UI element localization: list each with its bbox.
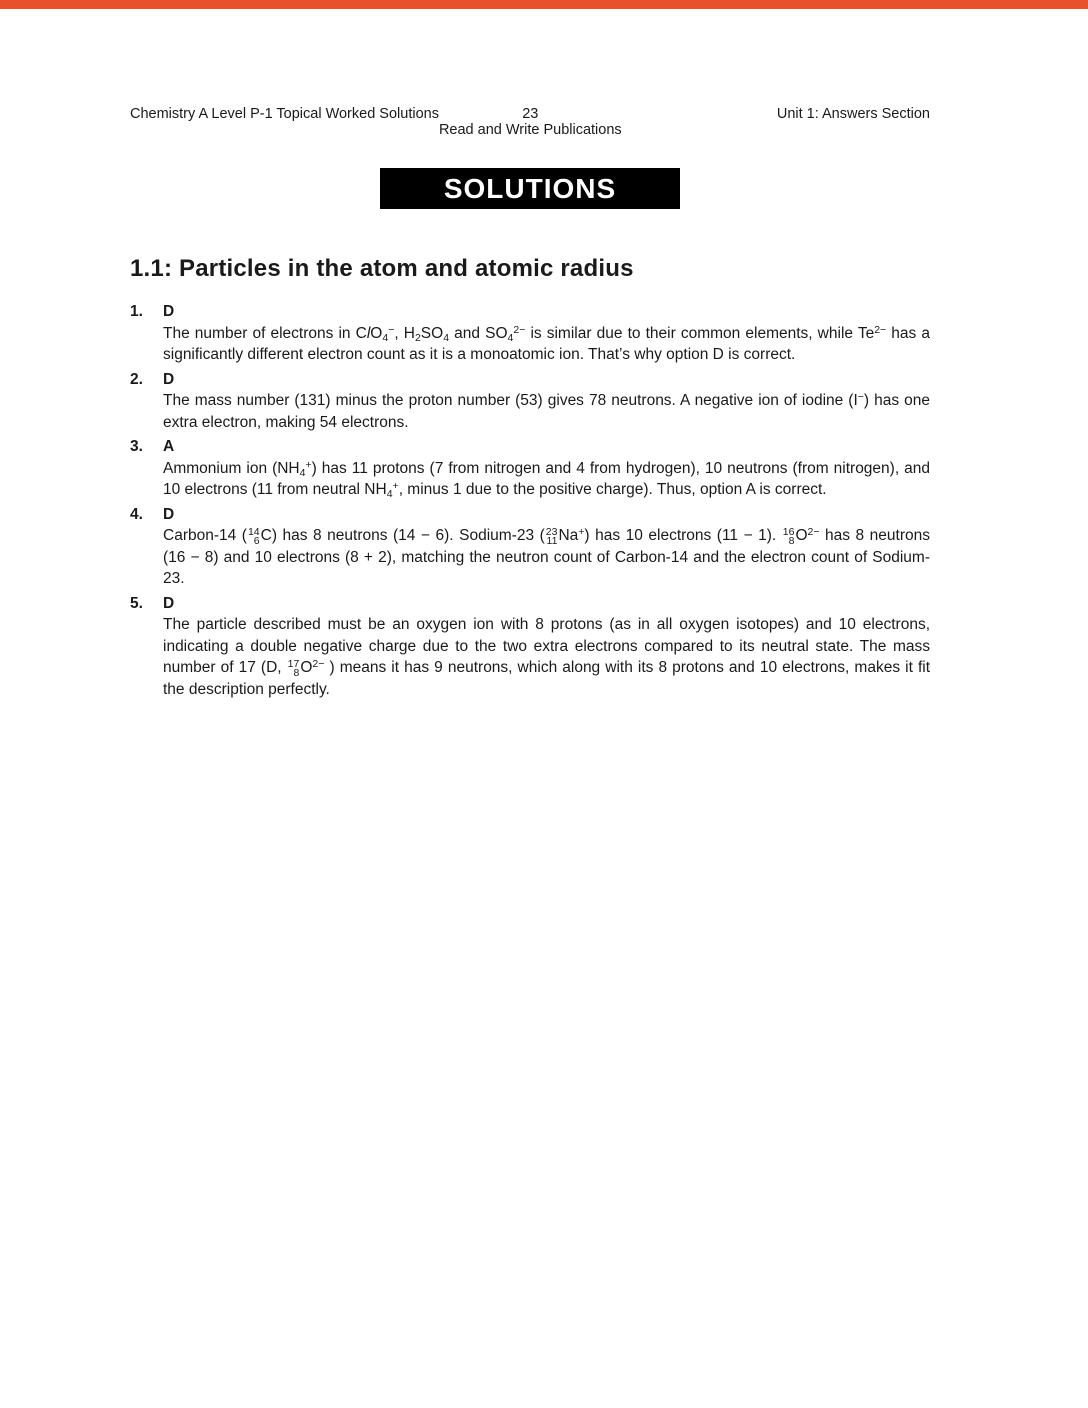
item-number: 1. [130, 303, 143, 320]
item-explanation: The mass number (131) minus the proton number (53) gives 78 neutrons. A negative ion of iodine (I−) has one extra electron, making 54 electrons. [163, 391, 930, 431]
item-number: 4. [130, 505, 143, 523]
item-body [163, 369, 930, 434]
solution-item-3 [130, 436, 930, 501]
item-body [163, 504, 930, 590]
solution-item-5 [130, 593, 930, 701]
item-number: 5. [130, 594, 143, 612]
answer-letter: D [163, 505, 175, 523]
page-content [0, 0, 1088, 700]
item-explanation: Ammonium ion $(NH_4^+)$ has 11 protons (7 from nitrogen and 4 from hydrogen), 10 neutrons (from nitrogen), and 10 electrons (11 from neutral $NH_4^+$, minus 1 due to the positive charge). Thus, option A is correct. [163, 458, 930, 500]
page-header [130, 107, 930, 138]
answer-letter: A [163, 438, 175, 455]
top-accent-bar [0, 0, 1088, 9]
item-body [163, 436, 930, 501]
answer-letter: D [163, 303, 175, 320]
item-explanation: The particle described must be an oxygen ion with 8 protons (as in all oxygen isotopes) and 10 electrons, indicating a double negative charge due to the two extra electrons compared to its neutral state. The mass number of 17 (D, 17 8 $O^{2-}$ ) means it has 9 neutrons, which along with its 8 protons and 10 electrons, makes it fit the description perfectly. [163, 616, 931, 698]
item-explanation: The number of electrons in ClO$_4$−, $H_2SO_4$ and $SO_4^{2-}$ is similar due to their common elements, while $Te^{2-}$ has a significantly different electron count as it is a monoatomic ion. That’s why option D is correct. [163, 323, 930, 363]
item-body [163, 301, 930, 366]
item-explanation: Carbon-14 ( 14 6 C) has 8 neutrons (14 − 6). Sodium-23 ( 23 11 Na+) has 10 electrons (11 − 1). 16 8 $O^{2-}$ has 8 neutrons (16 − 8) and 10 electrons (8 + 2), matching the neutron count of Carbon-14 and the electron count of Sodium-23. [163, 525, 930, 587]
item-number: 3. [130, 438, 143, 455]
publisher-name: Read and Write Publications [438, 121, 622, 138]
answer-letter: D [163, 594, 175, 612]
solutions-list [130, 301, 930, 700]
solution-item-4 [130, 504, 930, 590]
solutions-banner [380, 168, 680, 209]
header-unit-title: Unit 1: Answers Section [776, 106, 930, 122]
solution-item-2 [130, 369, 930, 434]
section-title: 1.1: Particles in the atom and atomic radius [130, 255, 634, 282]
solutions-banner-label: SOLUTIONS [443, 172, 617, 204]
item-body [163, 593, 930, 701]
header-center [439, 107, 622, 138]
header-book-title: Chemistry A Level P-1 Topical Worked Solutions [130, 106, 439, 122]
item-number: 2. [130, 370, 143, 388]
solution-item-1 [130, 301, 930, 366]
answer-letter: D [163, 370, 175, 388]
page-number: 23 [522, 106, 539, 122]
